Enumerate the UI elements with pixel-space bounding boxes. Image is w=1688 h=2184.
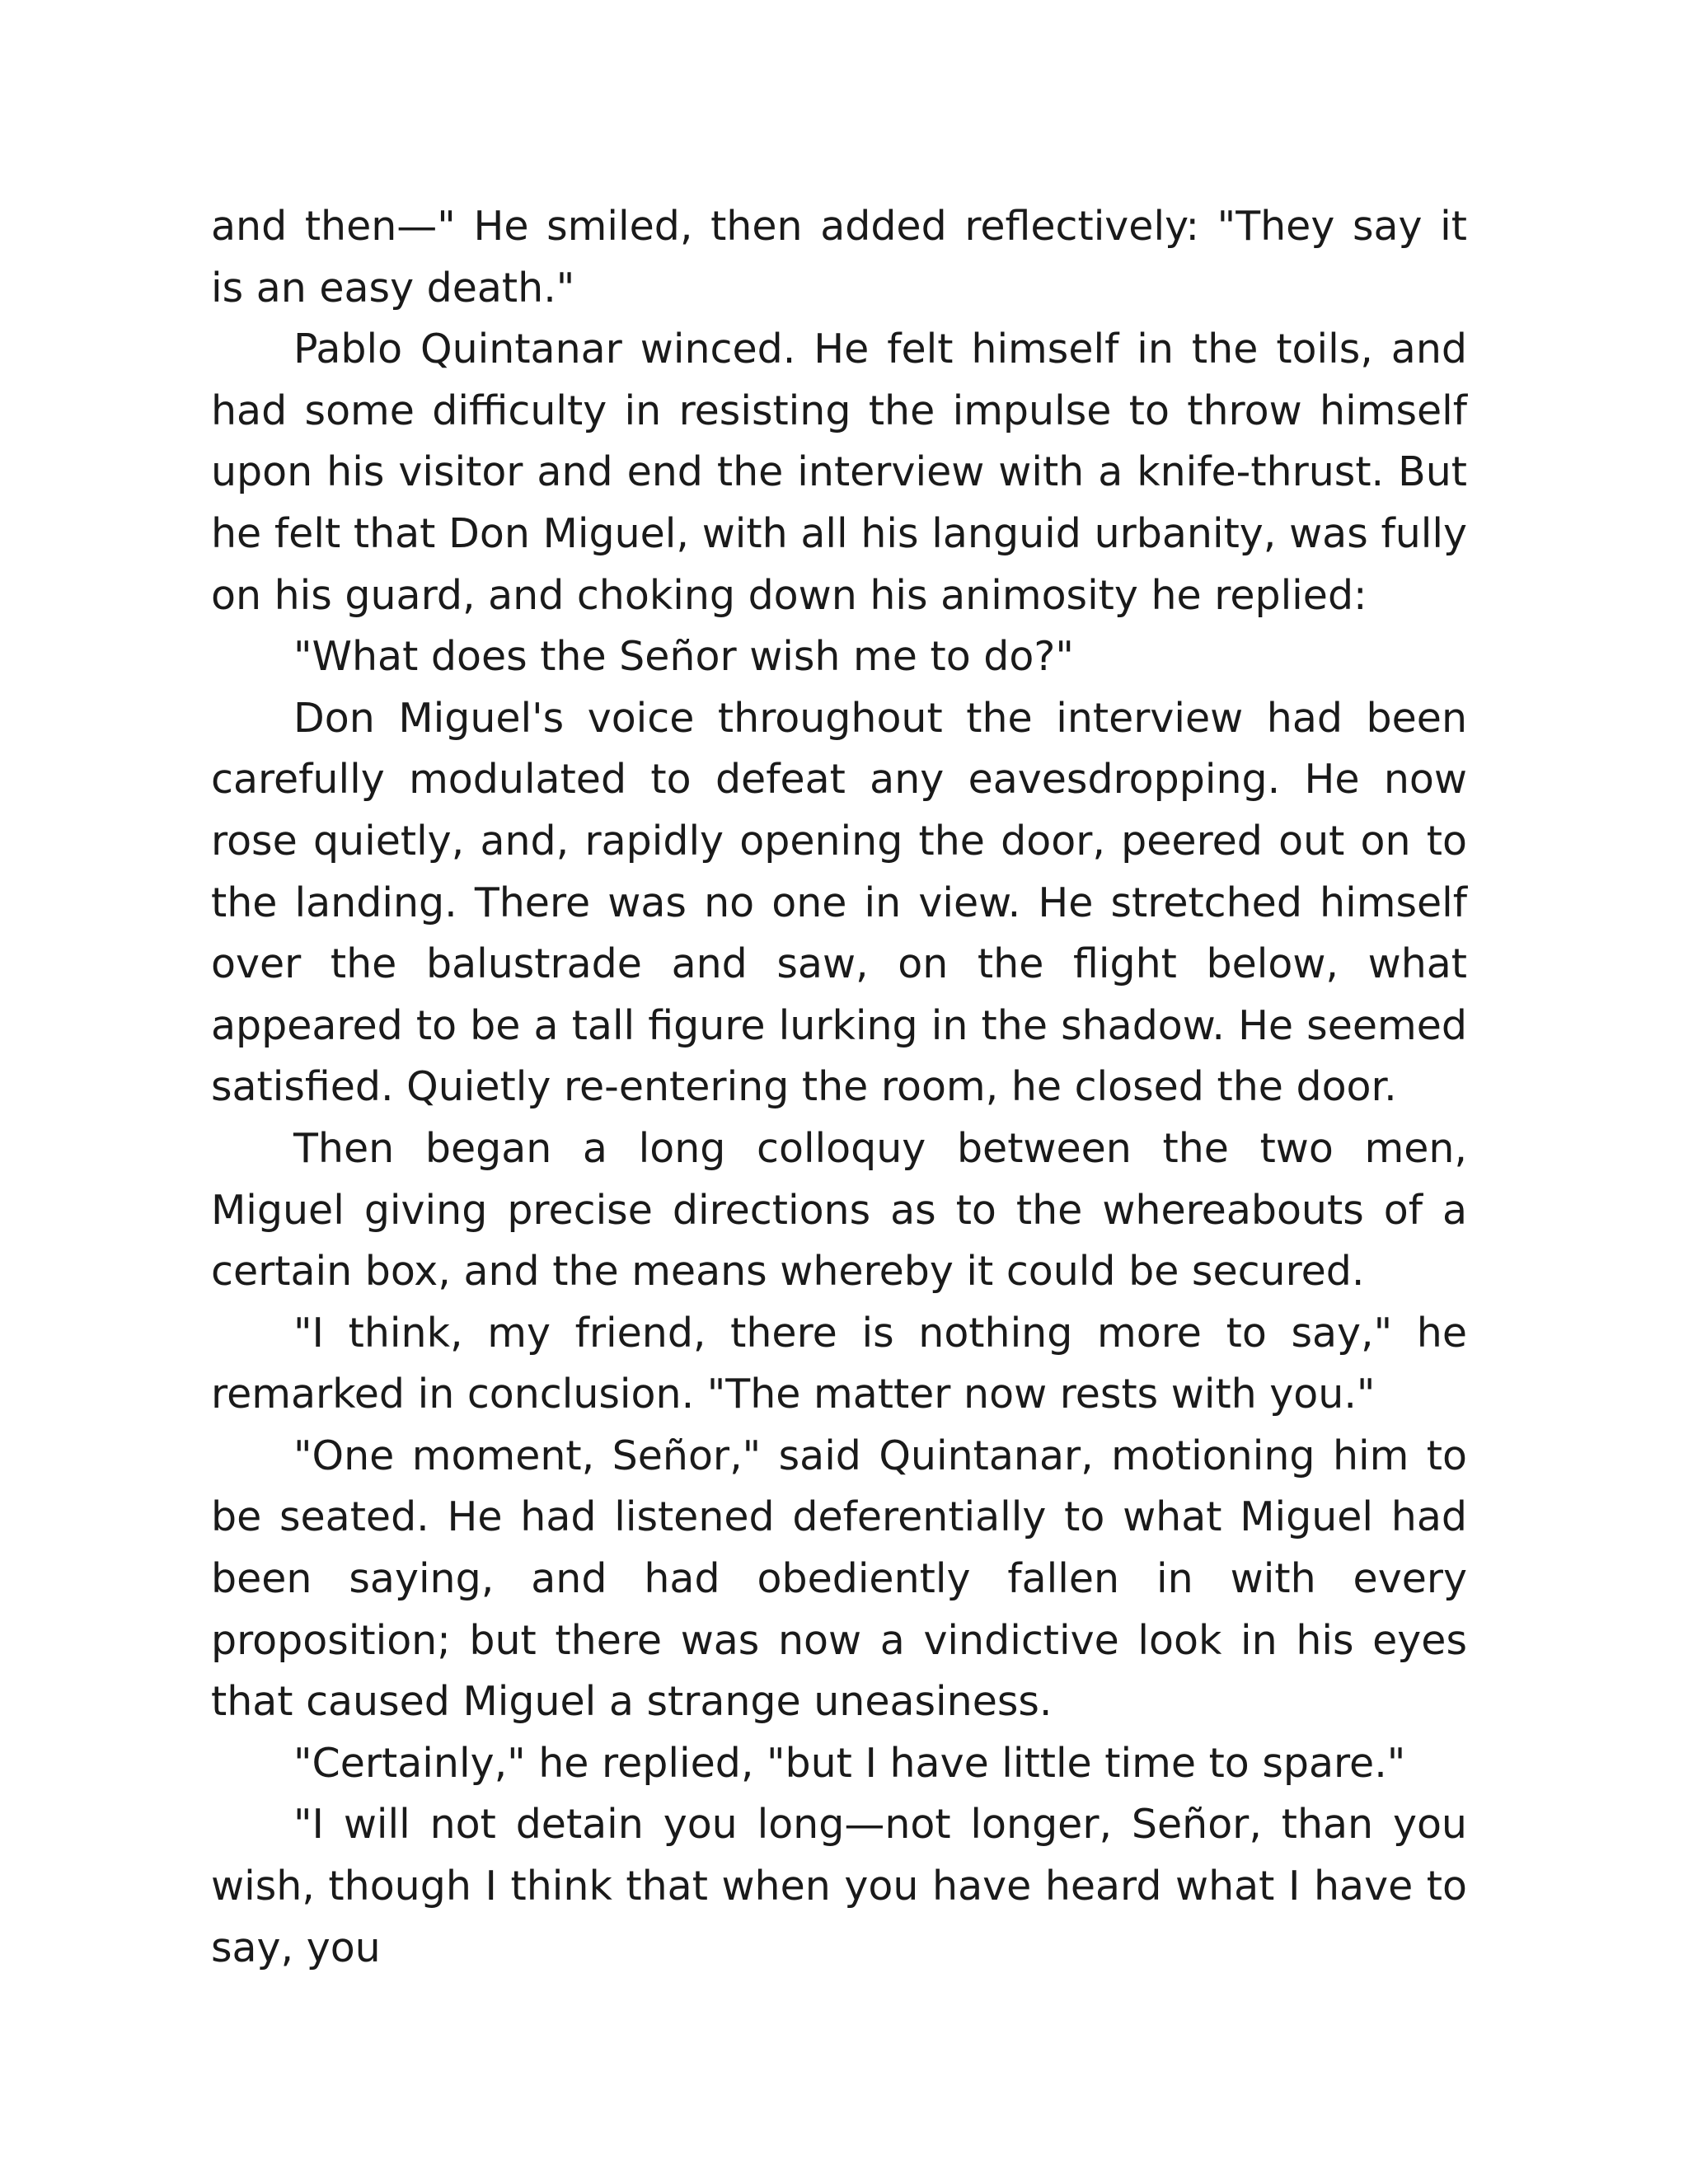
paragraph: Don Miguel's voice throughout the interview had been carefully modulated to defeat any eavesdropping. He now rose quietly, and, rapidly opening the door, peered out on to the landing. There was no one in view. He stretched himself over the balustrade and saw, on the flight below, what appeared to be a tall figure lurking in the shadow. He seemed satisfied. Quietly re-entering the room, he closed the door. — [211, 694, 1467, 1111]
body-text — [211, 196, 1467, 1979]
paragraph: "I will not detain you long—not longer, Señor, than you wish, though I think that when you have heard what I have to say, you — [211, 1801, 1467, 1971]
paragraph: "Certainly," he replied, "but I have little time to spare." — [293, 1739, 1406, 1787]
paragraph: "I think, my friend, there is nothing more to say," he remarked in conclusion. "The matter now rests with you." — [211, 1309, 1467, 1418]
paragraph: Then began a long colloquy between the two men, Miguel giving precise directions as to the whereabouts of a certain box, and the means whereby it could be secured. — [211, 1124, 1467, 1296]
paragraph: "What does the Señor wish me to do?" — [293, 633, 1074, 681]
paragraph: and then—" He smiled, then added reflectively: "They say it is an easy death." — [211, 203, 1467, 312]
paragraph: "One moment, Señor," said Quintanar, motioning him to be seated. He had listened deferentially to what Miguel had been saying, and had obediently fallen in with every proposition; but there was now a vindictive look in his eyes that caused Miguel a strange uneasiness. — [211, 1432, 1467, 1726]
paragraph: Pablo Quintanar winced. He felt himself in the toils, and had some difficulty in resisting the impulse to throw himself upon his visitor and end the interview with a knife-thrust. But he felt that Don Miguel, with all his languid urbanity, was fully on his guard, and choking down his animosity he replied: — [211, 326, 1467, 619]
